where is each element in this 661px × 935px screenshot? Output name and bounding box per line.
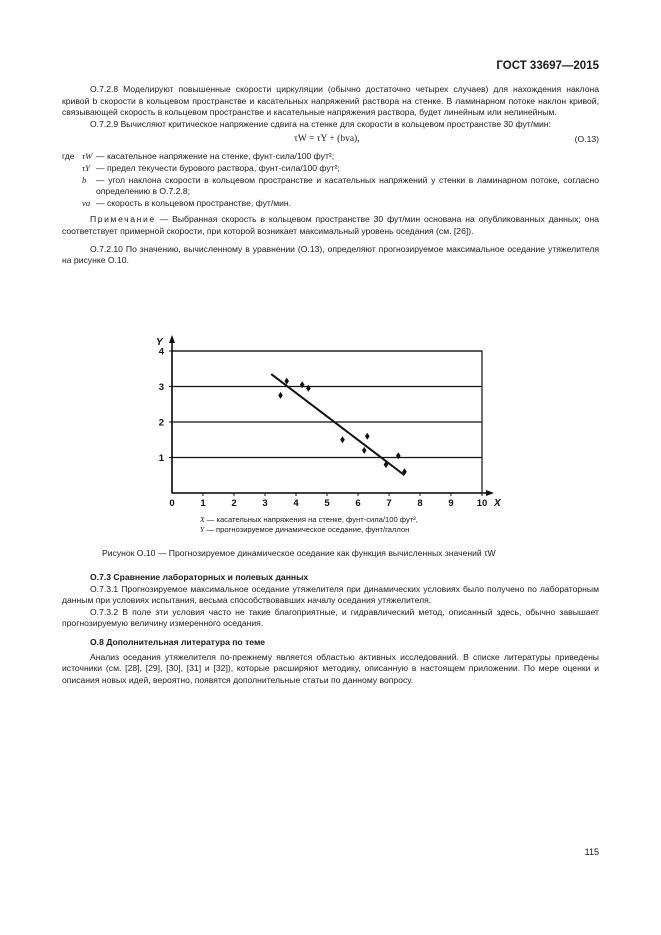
standard-header: ГОСТ 33697—2015 bbox=[496, 60, 599, 72]
definition-symbol: va bbox=[82, 197, 91, 208]
definition-item bbox=[62, 163, 599, 175]
y-tick-label: 2 bbox=[158, 417, 164, 429]
definition-item bbox=[62, 151, 599, 163]
data-point bbox=[300, 381, 305, 388]
paragraph-o7210: О.7.2.10 По значению, вычисленному в уравнении (О.13), определяют прогнозируемое максимальное оседание утяжелителя на рисунке О.10. bbox=[62, 243, 599, 266]
caption-x-text: — касательных напряжения на стенке, фунт-сила/100 фут², bbox=[204, 515, 418, 524]
main-text bbox=[62, 84, 599, 267]
definition-text: — скорость в кольцевом пространстве, фут/мин. bbox=[96, 197, 292, 208]
definition-text: — касательное напряжение на стенке, фунт-сила/100 фут²; bbox=[96, 151, 335, 162]
x-tick-label: 10 bbox=[476, 498, 488, 509]
section-o8-title: О.8 Дополнительная литература по теме bbox=[90, 636, 266, 647]
data-point bbox=[278, 392, 283, 399]
definition-item bbox=[62, 198, 599, 210]
figure-o10-chart bbox=[146, 333, 506, 545]
x-tick-label: 9 bbox=[448, 498, 454, 509]
caption-x-symbol: X bbox=[200, 515, 205, 524]
trend-line bbox=[271, 374, 404, 475]
x-tick-label: 1 bbox=[200, 498, 206, 509]
page-number: 115 bbox=[584, 847, 599, 857]
definition-symbol: b bbox=[82, 174, 87, 185]
formula-o13 bbox=[62, 131, 599, 149]
note-text: — Выбранная скорость в кольцевом пространстве 30 фут/мин основана на опубликованных данных; она соответствует примерной скорости, при которой возникает максимальный уровень оседания (см. [26]). bbox=[62, 214, 599, 236]
x-tick-label: 2 bbox=[231, 498, 237, 509]
definition-symbol: τW bbox=[82, 151, 93, 162]
x-tick-label: 6 bbox=[355, 498, 361, 509]
caption-y-text: — прогнозируемое динамическое оседание, фунт/галлон bbox=[204, 525, 410, 534]
where-word: где bbox=[62, 151, 75, 162]
x-tick-label: 0 bbox=[169, 498, 175, 509]
paragraph-o729: О.7.2.9 Вычисляют критическое напряжение сдвига на стенке для скорости в кольцевом пространстве 30 фут/мин: bbox=[90, 118, 551, 129]
chart-svg bbox=[146, 333, 506, 545]
figure-title: Рисунок О.10 — Прогнозируемое динамическое оседание как функция вычисленных значений τW bbox=[102, 548, 496, 558]
caption-x bbox=[200, 515, 500, 524]
y-axis-arrow bbox=[169, 335, 175, 343]
definition-item bbox=[62, 175, 599, 198]
data-point bbox=[340, 436, 345, 443]
x-tick-label: 4 bbox=[293, 498, 299, 509]
data-point bbox=[365, 433, 370, 440]
x-axis-label: X bbox=[494, 498, 501, 509]
y-tick-label: 1 bbox=[158, 453, 164, 464]
y-axis-label: Y bbox=[156, 337, 163, 348]
y-tick-label: 4 bbox=[158, 346, 164, 358]
definition-symbol: τY bbox=[82, 162, 90, 173]
formula-expression: τW = τY + (bva), bbox=[294, 134, 360, 145]
note-paragraph bbox=[62, 214, 599, 237]
lower-text bbox=[62, 572, 599, 686]
y-tick-label: 3 bbox=[158, 382, 164, 393]
section-o73-title: О.7.3 Сравнение лабораторных и полевых данных bbox=[90, 572, 309, 582]
note-label: Примечание bbox=[90, 214, 156, 225]
data-point bbox=[306, 385, 311, 392]
definition-text: — угол наклона скорости в кольцевом пространстве и касательных напряжений у стенки в ламинарном потоке, согласно определению в О.7.2.8; bbox=[96, 174, 599, 197]
caption-y bbox=[200, 525, 500, 534]
caption-y-symbol: Y bbox=[200, 525, 205, 534]
x-axis-arrow bbox=[486, 490, 494, 496]
definitions-list bbox=[62, 151, 599, 209]
x-tick-label: 3 bbox=[262, 498, 268, 509]
paragraph-o732: О.7.3.2 В поле эти условия часто не такие благоприятные, и гидравлический метод, описанный здесь, обычно завышает прогнозируемую величину измеренного оседания. bbox=[62, 606, 599, 629]
paragraph-o8: Анализ оседания утяжелителя по-прежнему является областью активных исследований. В списке литературы приведены источники (см. [28], [29], [30], [31] и [32]), которые расширяют методику, описанную в настоящем приложении. По мере оценки и описания новых идей, вероятно, появятся дополнительные статьи по данному вопросу. bbox=[62, 651, 599, 685]
x-tick-label: 8 bbox=[417, 498, 423, 509]
x-tick-label: 7 bbox=[386, 498, 392, 509]
paragraph-o728: О.7.2.8 Моделируют повышенные скорости циркуляции (обычно достаточно четырех случаев) для нахождения наклона кривой b скорости в кольцевом пространстве и касательных напряжений раствора на стенке. В ламинарном потоке наклон кривой, связывающей скорость в кольцевом пространстве и касательные напряжения раствора, будет линейным или нелинейным. bbox=[62, 84, 599, 118]
definition-text: — предел текучести бурового раствора, фунт-сила/100 фут²; bbox=[96, 162, 340, 173]
data-point bbox=[362, 447, 367, 454]
paragraph-o731: О.7.3.1 Прогнозируемое максимальное оседание утяжелителя при динамических условиях было получено по лабораторным данным при условиях испытания, весьма способствовавших началу оседания утяжелителя. bbox=[62, 583, 599, 606]
x-tick-label: 5 bbox=[324, 498, 330, 509]
formula-number: (О.13) bbox=[574, 134, 599, 145]
data-point bbox=[396, 452, 401, 459]
